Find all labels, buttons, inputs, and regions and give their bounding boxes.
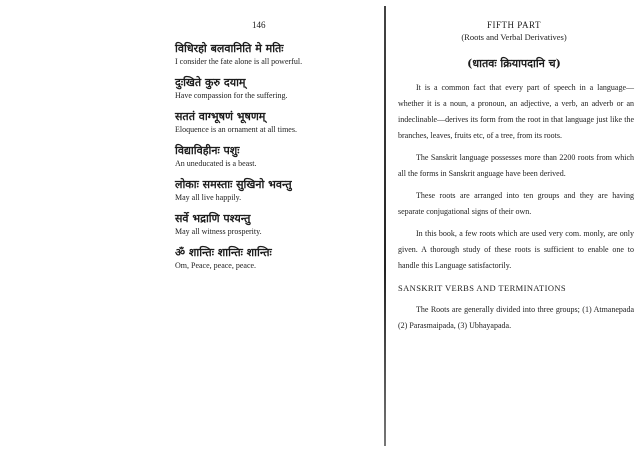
maxim-sanskrit: सततं वाग्भूषणं भूषणम् [175, 110, 266, 123]
maxim-item [175, 144, 380, 169]
maxim-sanskrit: विधिरहो बलवानिति मे मतिः [175, 42, 284, 55]
maxim-item [175, 178, 380, 203]
section-heading: SANSKRIT VERBS AND TERMINATIONS [398, 283, 567, 293]
maxim-sanskrit: दुःखिते कुरु दयाम् [175, 76, 246, 89]
maxim-item [175, 212, 380, 237]
maxim-english: Have compassion for the suffering. [175, 91, 288, 100]
maxim-sanskrit: लोकाः समस्ताः सुखिनो भवन्तु [175, 178, 292, 191]
maxims-list [175, 42, 380, 280]
maxim-english: An uneducated is a beast. [175, 159, 257, 168]
paragraph: These roots are arranged into ten groups and they are having separate conjugational signs of their own. [398, 191, 634, 216]
paragraph: The Roots are generally divided into three groups; (1) Atmanepada (2) Parasmaipada, (3) Ubhayapada. [398, 305, 634, 330]
book-gutter [384, 6, 386, 446]
paragraph: In this book, a few roots which are used very com. monly, are only given. A thorough study of these roots is sufficient to enable one to handle this Language satisfactorily. [398, 229, 634, 270]
maxim-english: May all live happily. [175, 193, 242, 202]
part-title: FIFTH PART [487, 20, 541, 30]
page-number: 146 [252, 20, 266, 30]
sanskrit-heading: (धातवः क्रियापदानि च) [467, 57, 561, 70]
maxim-english: Eloquence is an ornament at all times. [175, 125, 297, 134]
body-text [398, 80, 634, 340]
maxim-sanskrit: सर्वे भद्राणि पश्यन्तु [175, 212, 251, 225]
maxim-english: May all witness prosperity. [175, 227, 262, 236]
maxim-item [175, 76, 380, 101]
maxim-english: Om, Peace, peace, peace. [175, 261, 257, 270]
maxim-item [175, 42, 380, 67]
part-subtitle: (Roots and Verbal Derivatives) [461, 32, 567, 42]
paragraph: The Sanskrit language possesses more than 2200 roots from which all the forms in Sanskrit anguage have been derived. [398, 153, 634, 178]
maxim-item [175, 246, 380, 271]
maxim-sanskrit: ॐ शान्तिः शान्तिः शान्तिः [175, 246, 272, 259]
right-page [390, 0, 638, 451]
paragraph: It is a common fact that every part of speech in a language—whether it is a noun, a pronoun, an adjective, a verb, an adverb or an indeclinable—derives its form from the root in that language just like the branches, leaves, fruits etc, of a tree, from its roots. [398, 83, 634, 140]
maxim-sanskrit: विद्याविहीनः पशुः [175, 144, 240, 157]
maxim-english: I consider the fate alone is all powerful. [175, 57, 303, 66]
maxim-item [175, 110, 380, 135]
